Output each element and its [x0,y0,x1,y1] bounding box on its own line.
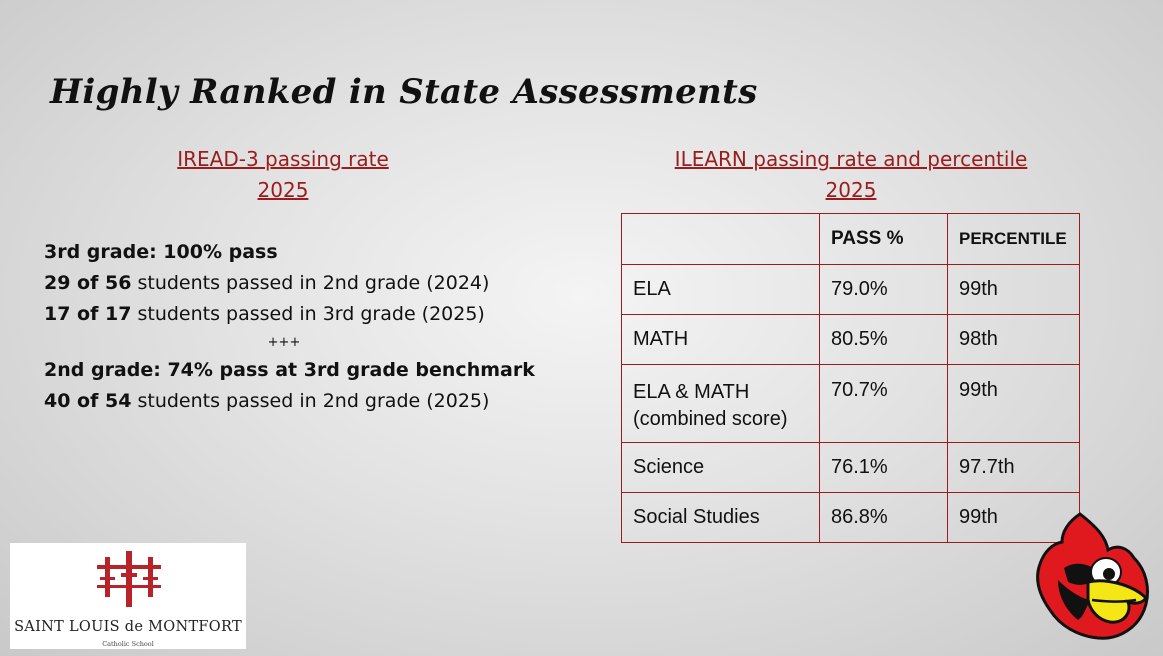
table-row [622,493,1080,543]
crosses-icon [94,551,164,613]
table-row [622,265,1080,315]
iread-heading-line2: 2025 [257,178,309,202]
header-percentile: PERCENTILE [948,214,1080,265]
pass-cell: 86.8% [820,493,948,543]
table-header-row [622,214,1080,265]
table-row [622,315,1080,365]
school-name: SAINT LOUIS de MONTFORT [14,619,242,635]
stat-separator: +++ [267,335,301,350]
subject-cell: Science [622,443,820,493]
percentile-cell: 99th [948,493,1080,543]
pass-cell: 79.0% [820,265,948,315]
iread-heading [133,144,433,206]
ilearn-heading [621,144,1081,206]
stat-line: 3rd grade: 100% pass [44,241,278,263]
ilearn-table [621,213,1080,543]
subject-line2: (combined score) [633,408,788,430]
stat-line: 17 of 17 students passed in 3rd grade (2025) [44,303,485,325]
header-blank [622,214,820,265]
stat-line: 29 of 56 students passed in 2nd grade (2024) [44,272,490,294]
table-row [622,365,1080,443]
cardinal-mascot-icon [1028,508,1153,643]
subject-cell: MATH [622,315,820,365]
iread-stats [44,237,535,417]
stat-line: 40 of 54 students passed in 2nd grade (2025) [44,390,490,412]
ilearn-heading-line1: ILEARN passing rate and percentile [674,147,1028,171]
iread-heading-line1: IREAD-3 passing rate [177,147,389,171]
subject-cell: ELA [622,265,820,315]
subject-cell: Social Studies [622,493,820,543]
percentile-cell: 97.7th [948,443,1080,493]
subject-cell [622,365,820,443]
slide-title: Highly Ranked in State Assessments [50,72,758,112]
table-row [622,443,1080,493]
pass-cell: 80.5% [820,315,948,365]
header-pass: PASS % [820,214,948,265]
ilearn-heading-line2: 2025 [825,178,877,202]
percentile-cell: 98th [948,315,1080,365]
subject-line1: ELA & MATH [633,381,750,403]
school-logo [10,543,246,649]
percentile-cell: 99th [948,265,1080,315]
stat-line: 2nd grade: 74% pass at 3rd grade benchmark [44,359,535,381]
pass-cell: 76.1% [820,443,948,493]
school-subtitle: Catholic School [102,640,154,648]
pass-cell: 70.7% [820,365,948,443]
percentile-cell: 99th [948,365,1080,443]
